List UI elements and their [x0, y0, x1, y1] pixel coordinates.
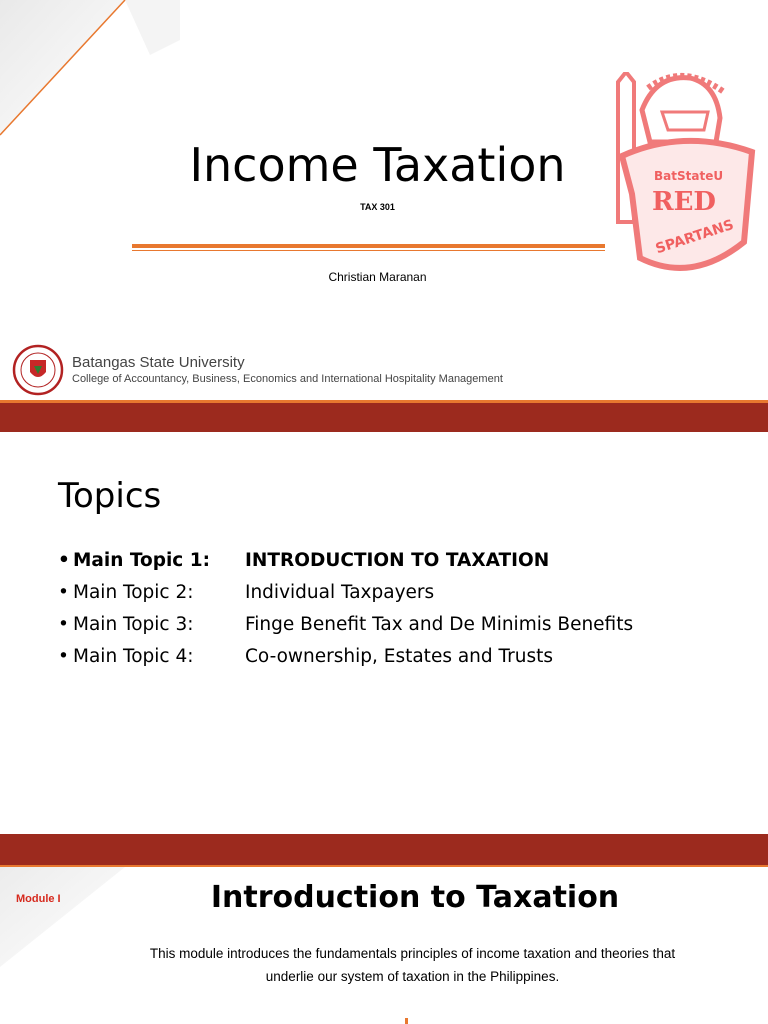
topics-slide — [0, 432, 768, 834]
title-divider — [132, 244, 605, 248]
presentation-title: Income Taxation — [189, 138, 566, 192]
topic-item-3 — [58, 614, 633, 635]
topic-item-2 — [58, 582, 434, 603]
university-seal-icon — [12, 344, 64, 396]
logo-text-line2: RED — [652, 187, 716, 217]
college-name: College of Accountancy, Business, Economics and International Hospitality Management — [72, 373, 503, 385]
logo-text-line3: SPARTANS — [653, 217, 736, 258]
topic-label: Main Topic 3: — [73, 614, 194, 635]
course-code: TAX 301 — [360, 202, 395, 212]
logo-text-line1: BatStateU — [654, 169, 724, 183]
description-line-2: underlie our system of taxation in the Philippines. — [265, 969, 560, 984]
topic-value: Finge Benefit Tax and De Minimis Benefits — [245, 614, 634, 635]
topic-value: INTRODUCTION TO TAXATION — [245, 550, 550, 571]
module-label: Module I — [16, 893, 61, 905]
topic-label: Main Topic 2: — [73, 582, 194, 603]
red-spartans-logo — [612, 72, 762, 288]
topic-value: Co-ownership, Estates and Trusts — [245, 646, 553, 667]
bullet-icon: • — [58, 550, 70, 571]
topic-value: Individual Taxpayers — [245, 582, 435, 603]
title-divider-thin — [132, 250, 605, 251]
topic-item-1 — [58, 550, 549, 571]
corner-decoration — [0, 0, 180, 160]
title-slide — [0, 0, 768, 432]
description-line-1: This module introduces the fundamentals principles of income taxation and theories that — [149, 946, 676, 961]
university-name: Batangas State University — [72, 354, 245, 371]
module-slide — [0, 834, 768, 1024]
footer-band — [0, 403, 768, 432]
module-description — [120, 942, 705, 988]
divider-tick — [405, 1018, 408, 1024]
header-band — [0, 834, 768, 865]
topic-item-4 — [58, 646, 553, 667]
bullet-icon: • — [58, 614, 69, 635]
author-name: Christian Maranan — [328, 270, 427, 284]
topics-heading: Topics — [58, 476, 162, 516]
corner-decoration — [0, 867, 130, 967]
topic-label: Main Topic 1: — [73, 550, 210, 571]
module-title: Introduction to Taxation — [210, 880, 620, 915]
topic-label: Main Topic 4: — [73, 646, 194, 667]
bullet-icon: • — [58, 646, 69, 667]
bullet-icon: • — [58, 582, 69, 603]
